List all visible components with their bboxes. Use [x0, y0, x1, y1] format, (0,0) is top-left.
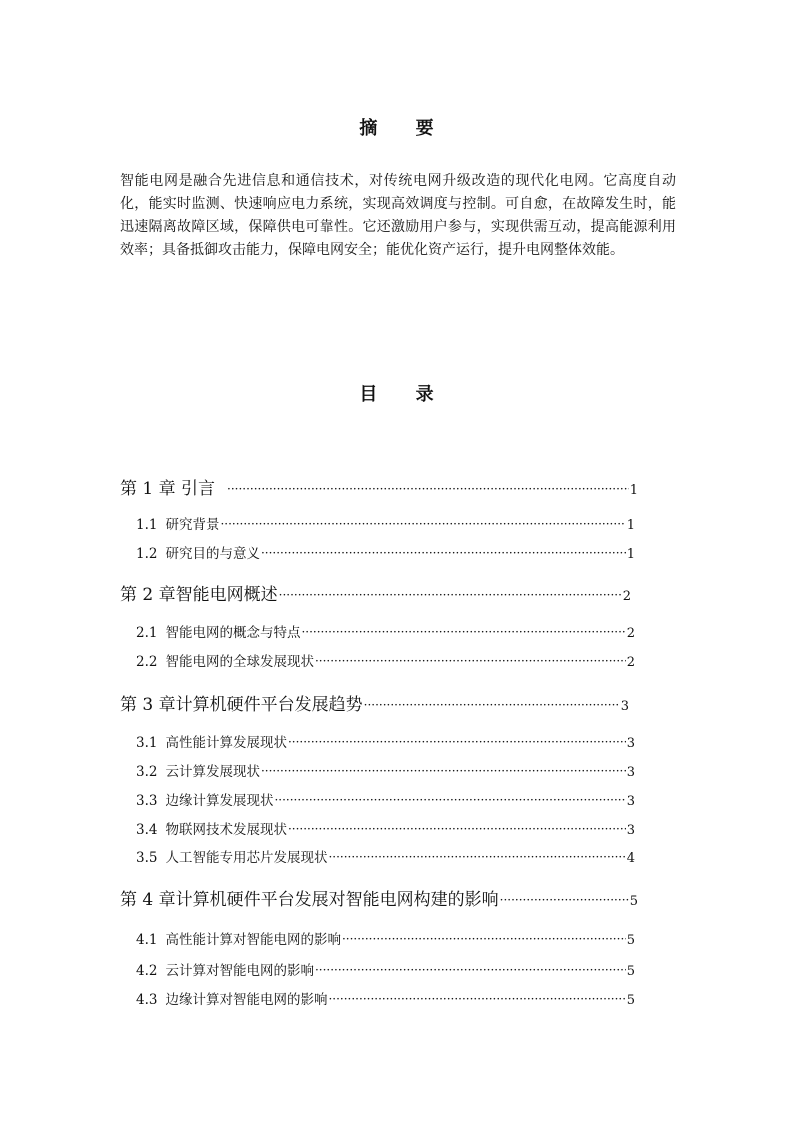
toc-leader — [279, 588, 622, 602]
toc-section-number: 1.2 — [136, 546, 158, 562]
toc-page-number: 3 — [620, 699, 629, 714]
toc-chapter-4[interactable] — [120, 885, 638, 911]
toc-section-title: 高性能计算对智能电网的影响 — [165, 932, 341, 948]
toc-leader — [301, 625, 625, 639]
toc-page-number: 3 — [626, 794, 635, 809]
toc-section-4-1[interactable] — [136, 928, 635, 948]
abstract-body: 智能电网是融合先进信息和通信技术，对传统电网升级改造的现代化电网。它高度自动化，能实时监测、快速响应电力系统，实现高效调度与控制。可自愈，在故障发生时，能迅速隔离故障区域，保障供电可靠性。它还激励用户参与，实现供需互动，提高能源利用效率；具备抵御攻击能力，保障电网安全；能优化资产运行，提升电网整体效能。 — [120, 173, 676, 258]
toc-section-1-1[interactable] — [136, 513, 635, 533]
toc-title: 目 录 — [359, 384, 450, 405]
toc-chapter-label: 第 2 章智能电网概述 — [120, 585, 278, 605]
toc-section-number: 1.1 — [136, 517, 158, 533]
toc-leader — [328, 992, 625, 1006]
toc-page-number: 3 — [626, 736, 635, 751]
toc-section-number: 4.1 — [136, 932, 158, 948]
toc-chapter-label: 第 3 章计算机硬件平台发展趋势 — [120, 695, 363, 715]
toc-section-2-2[interactable] — [136, 650, 635, 670]
toc-leader — [328, 850, 625, 864]
toc-section-2-1[interactable] — [136, 621, 635, 641]
toc-leader — [315, 963, 626, 977]
toc-leader — [261, 546, 626, 560]
toc-leader — [274, 793, 625, 807]
toc-section-number: 2.1 — [136, 625, 158, 641]
toc-section-3-3[interactable] — [136, 789, 635, 809]
toc-leader — [342, 932, 626, 946]
toc-section-1-2[interactable] — [136, 542, 635, 562]
toc-page-number: 2 — [626, 626, 635, 641]
toc-leader — [288, 735, 626, 749]
toc-chapter-label: 第 4 章计算机硬件平台发展对智能电网构建的影响 — [120, 890, 499, 910]
toc-section-title: 高性能计算发展现状 — [165, 735, 287, 751]
toc-section-4-3[interactable] — [136, 988, 635, 1008]
toc-section-title: 人工智能专用芯片发展现状 — [165, 850, 328, 866]
toc-section-number: 3.3 — [136, 793, 158, 809]
toc-section-title: 智能电网的概念与特点 — [165, 625, 301, 641]
toc-section-title: 研究目的与意义 — [165, 546, 260, 562]
toc-page-number: 1 — [629, 483, 638, 498]
toc-page-number: 2 — [626, 655, 635, 670]
toc-chapter-1[interactable] — [120, 474, 638, 500]
toc-section-title: 云计算发展现状 — [165, 764, 260, 780]
toc-page-number: 2 — [622, 589, 631, 604]
toc-section-title: 物联网技术发展现状 — [165, 822, 287, 838]
toc-chapter-2[interactable] — [120, 580, 631, 606]
toc-page-number: 5 — [626, 993, 635, 1008]
toc-page-number: 4 — [626, 851, 635, 866]
toc-section-4-2[interactable] — [136, 959, 635, 979]
toc-section-3-4[interactable] — [136, 818, 635, 838]
toc-chapter-label: 第 1 章 引言 — [120, 479, 216, 499]
toc-leader — [315, 654, 626, 668]
toc-leader — [220, 517, 625, 531]
toc-section-number: 4.3 — [136, 992, 158, 1008]
toc-page-number: 5 — [626, 933, 635, 948]
toc-section-number: 3.2 — [136, 764, 158, 780]
toc-chapter-3[interactable] — [120, 690, 629, 716]
toc-leader — [227, 482, 629, 496]
toc-section-number: 3.4 — [136, 822, 158, 838]
toc-leader — [288, 822, 626, 836]
toc-section-3-5[interactable] — [136, 846, 635, 866]
toc-section-3-1[interactable] — [136, 731, 635, 751]
toc-section-number: 4.2 — [136, 963, 158, 979]
toc-section-number: 3.5 — [136, 850, 158, 866]
toc-section-number: 2.2 — [136, 654, 158, 670]
toc-section-3-2[interactable] — [136, 760, 635, 780]
toc-page-number: 5 — [629, 894, 638, 909]
toc-leader — [261, 764, 626, 778]
toc-section-title: 边缘计算发展现状 — [165, 793, 274, 809]
toc-page-number: 3 — [626, 765, 635, 780]
toc-page-number: 3 — [626, 823, 635, 838]
toc-page-number: 5 — [626, 964, 635, 979]
toc-section-title: 智能电网的全球发展现状 — [165, 654, 314, 670]
abstract-title: 摘 要 — [359, 118, 450, 139]
toc-leader — [500, 893, 629, 907]
toc-section-title: 研究背景 — [165, 517, 220, 533]
toc-section-title: 边缘计算对智能电网的影响 — [165, 992, 328, 1008]
toc-page-number: 1 — [626, 518, 635, 533]
toc-section-title: 云计算对智能电网的影响 — [165, 963, 314, 979]
toc-section-number: 3.1 — [136, 735, 158, 751]
toc-page-number: 1 — [626, 547, 635, 562]
toc-leader — [364, 698, 620, 712]
